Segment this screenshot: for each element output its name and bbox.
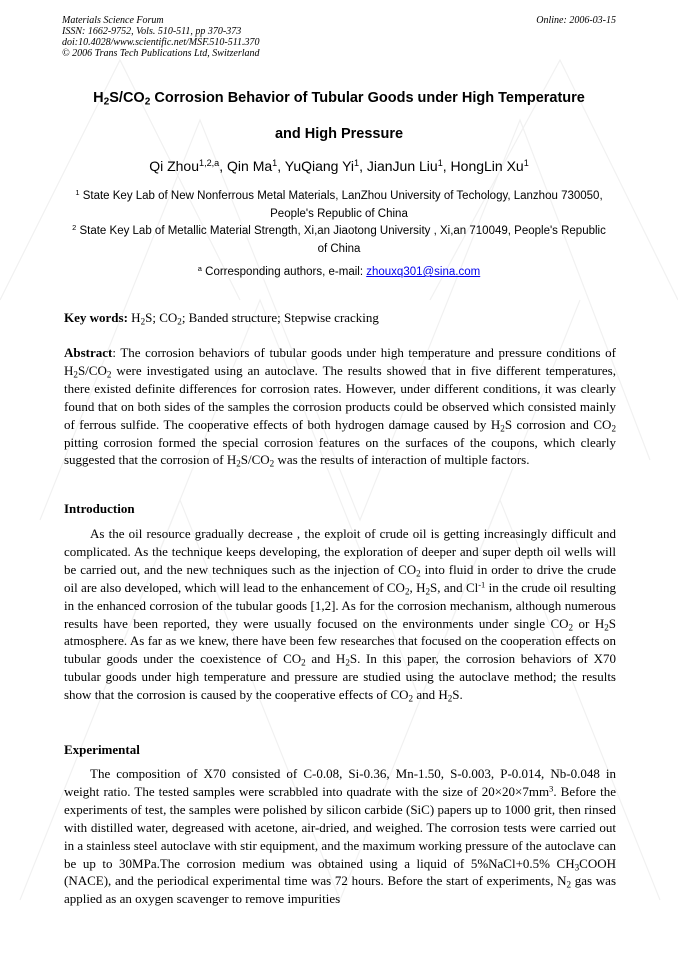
author: HongLin Xu$^1$ xyxy=(450,158,529,174)
affiliation-2: $^2$ State Key Lab of Metallic Material Strength, Xi,an Jiaotong University , Xi,an 710049, People's Republic of China xyxy=(72,222,606,255)
copyright-line: © 2006 Trans Tech Publications Ltd, Switzerland xyxy=(62,48,260,59)
correspondence: $^a$ Corresponding authors, e-mail: zhouxq301@sina.com xyxy=(197,263,481,278)
paper-title-line-1: $H_2S/CO_2$ Corrosion Behavior of Tubular Goods under High Temperature xyxy=(93,90,585,108)
author: Qi Zhou$^{1,2,a}$, xyxy=(149,158,228,174)
introduction-paragraph: As the oil resource gradually decrease , the exploit of crude oil is getting increasingly difficult and complicated. As the technique keeps developing, the exploration of deeper and super depth oil wells will be carried out, and the new techniques such as the injection of $CO_2$ into fluid in order to drive the crude oil are also developed, which will lead to the enhancement of $CO_2$, $H_2S$, and $Cl^{-1}$ in the crude oil resulting in the enhanced corrosion of the tubular goods [1,2]. As for the corrosion mechanism, although numerous results have been reported, they were usually focused on the environments under single $CO_2$ or $H_2S$ atmosphere. As far as we knew, there have been few researches that focused on the cooperation effects on tubular goods under the coexistence of $CO_2$ and $H_2S$. In this paper, the corrosion behaviors of X70 tubular goods under high temperature and pressure are studied using the autoclave method; the results show that the corrosion is caused by the cooperative effects of $CO_2$ and $H_2S$. xyxy=(64,526,617,704)
doi-line: doi:10.4028/www.scientific.net/MSF.510-511.370 xyxy=(62,37,260,48)
affiliation-1: $^1$ State Key Lab of New Nonferrous Metal Materials, LanZhou University of Techology, Lanzhou 730050, People's Republic of China xyxy=(75,187,603,220)
section-heading-introduction: Introduction xyxy=(64,501,135,516)
author-list xyxy=(40,158,638,174)
abstract: Abstract: The corrosion behaviors of tubular goods under high temperature and pressure conditions of $H_2S/CO_2$ were investigated using an autoclave. The results showed that in five different temperatures, there existed definite differences for corrosion rates. However, under different conditions, it was clearly found that on both sides of the samples the corrosion products could be observed which consisted mainly of ferrous sulfide. The cooperative effects of both hydrogen damage caused by $H_2S$ corrosion and $CO_2$ pitting corrosion formed the special corrosion features on the surfaces of the coupons, which clearly suggested that the corrosion of $H_2S/CO_2$ was the results of interaction of multiple factors. xyxy=(64,345,616,469)
experimental-paragraph: The composition of X70 consisted of C-0.08, Si-0.36, Mn-1.50, S-0.003, P-0.014, Nb-0.048 in weight ratio. The tested samples were scrabbled into quadrate with the size of $20\times 20\times 7mm^3$. Before the experiments of test, the samples were polished by silicon carbide (SiC) papers up to 1000 grit, then rinsed with distilled water, degreased with acetone, air-dried, and weighed. The corrosion tests were carried out in a stainless steel autoclave with stir equipment, and the maximum working pressure of the autoclave can be up to 30MPa.The corrosion medium was obtained using a liquid of 5%NaCl+0.5% $CH_3COOH$ (NACE), and the periodical experimental time was 72 hours. Before the start of experiments, $N_2$ gas was applied as an oxygen scavenger to remove impurities xyxy=(64,766,617,907)
journal-header xyxy=(62,15,616,59)
email-link[interactable]: zhouxq301@sina.com xyxy=(366,266,481,278)
issn-line: ISSN: 1662-9752, Vols. 510-511, pp 370-373 xyxy=(62,26,242,37)
paper-title-line-2: and High Pressure xyxy=(274,126,404,142)
online-date: Online: 2006-03-15 xyxy=(536,15,616,26)
section-heading-experimental: Experimental xyxy=(64,742,140,757)
journal-name: Materials Science Forum xyxy=(62,15,164,26)
author: Qin Ma$^1$, xyxy=(227,158,285,174)
author: YuQiang Yi$^1$, xyxy=(284,158,367,174)
author: JianJun Liu$^1$, xyxy=(366,158,451,174)
keywords: Key words: $H_2S$; $CO_2$; Banded structure; Stepwise cracking xyxy=(64,310,379,327)
